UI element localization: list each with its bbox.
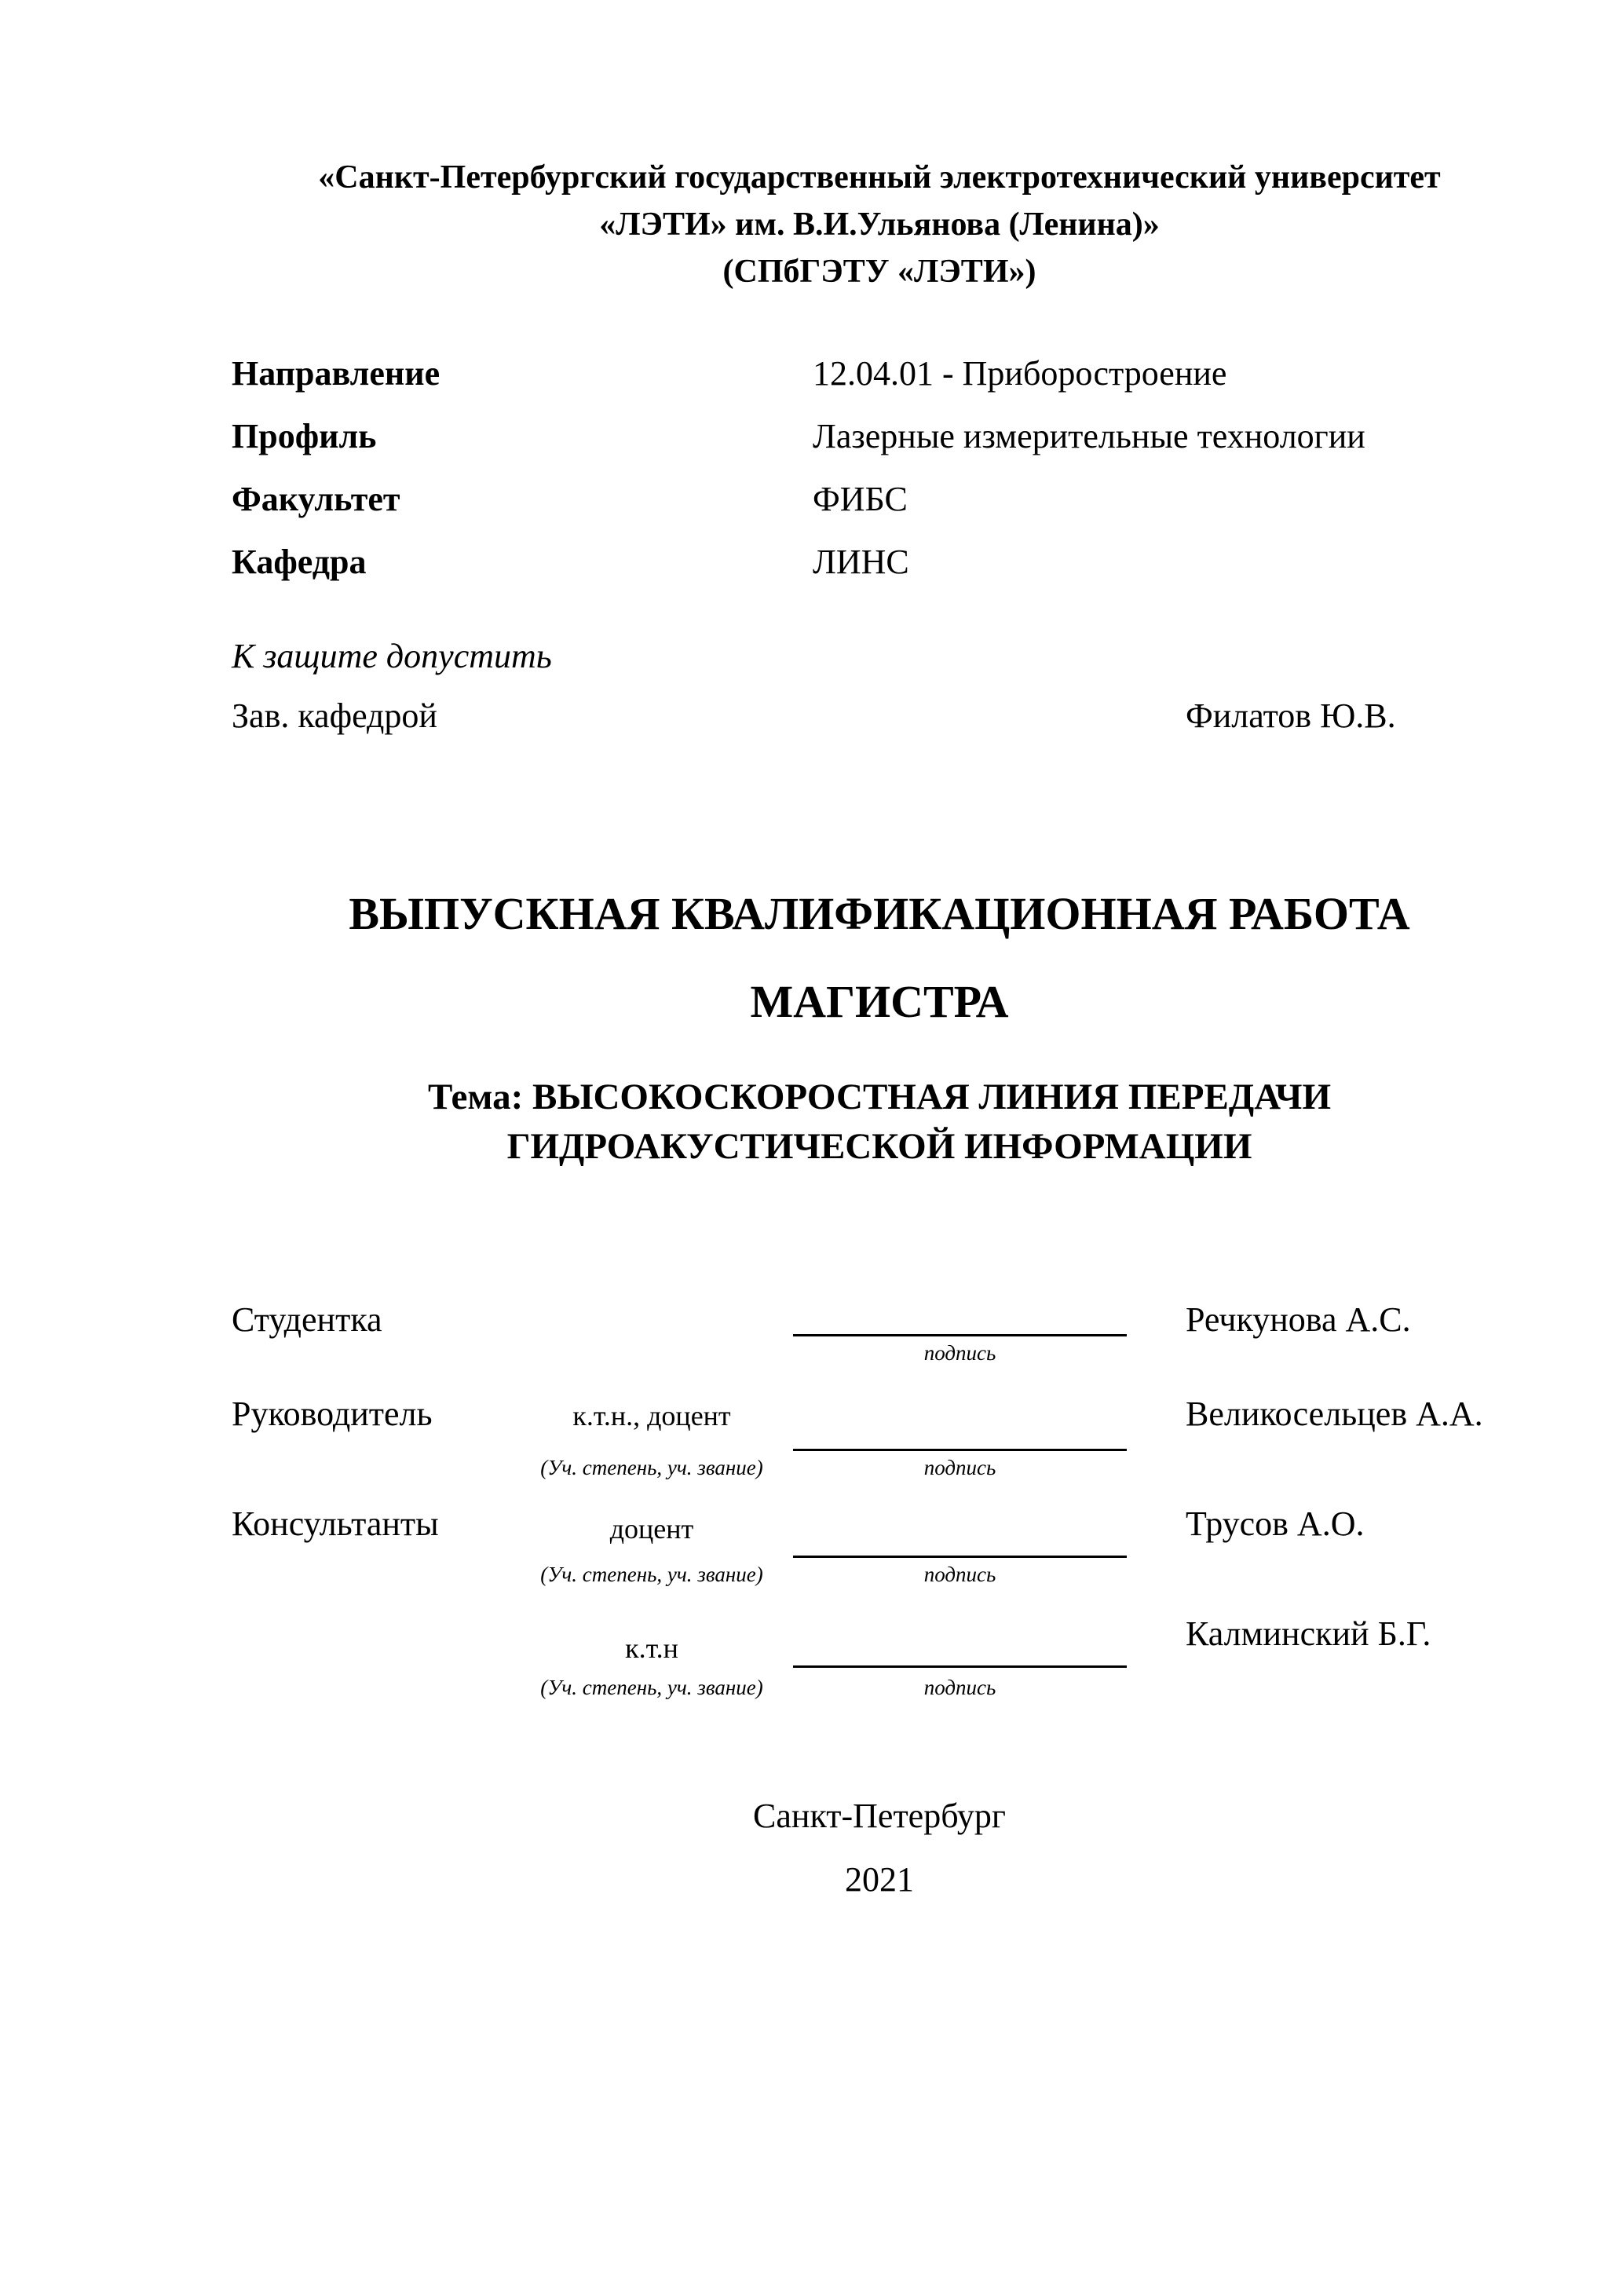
supervisor-degree-caption: (Уч. степень, уч. звание) bbox=[540, 1456, 763, 1479]
signature-row-supervisor bbox=[232, 1394, 1527, 1496]
consultant2-degree: к.т.н bbox=[625, 1632, 678, 1664]
university-name-line1: «Санкт-Петербургский государственный электротехнический университет bbox=[318, 159, 1441, 196]
department-head-name: Филатов Ю.В. bbox=[1186, 696, 1396, 735]
field-row-faculty bbox=[232, 477, 1527, 525]
supervisor-name: Великосельцев А.А. bbox=[1186, 1395, 1483, 1433]
department-head-label: Зав. кафедрой bbox=[232, 696, 437, 735]
student-name: Речкунова А.С. bbox=[1186, 1300, 1411, 1339]
work-title-line2: МАГИСТРА bbox=[750, 976, 1009, 1027]
supervisor-role-label: Руководитель bbox=[232, 1395, 433, 1433]
university-header bbox=[232, 154, 1527, 295]
footer-city: Санкт-Петербург bbox=[753, 1797, 1006, 1835]
footer-year: 2021 bbox=[845, 1860, 914, 1899]
faculty-label: Факультет bbox=[232, 480, 400, 518]
faculty-value: ФИБС bbox=[813, 480, 908, 518]
consultant1-name: Трусов А.О. bbox=[1186, 1504, 1365, 1543]
signature-row-consultant-2 bbox=[232, 1614, 1527, 1716]
department-label: Кафедра bbox=[232, 543, 367, 581]
consultant2-signature-caption: подпись bbox=[923, 1676, 996, 1699]
page-content bbox=[232, 0, 1527, 2296]
signature-row-student bbox=[232, 1300, 1527, 1402]
supervisor-degree: к.т.н., доцент bbox=[572, 1400, 731, 1431]
profile-label: Профиль bbox=[232, 417, 377, 455]
student-signature-line bbox=[793, 1334, 1127, 1336]
consultant2-degree-caption: (Уч. степень, уч. звание) bbox=[540, 1676, 763, 1699]
consultants-role-label: Консультанты bbox=[232, 1504, 439, 1543]
university-abbreviation: (СПбГЭТУ «ЛЭТИ») bbox=[722, 254, 1036, 290]
consultant1-degree: доцент bbox=[609, 1513, 694, 1545]
consultant2-name: Калминский Б.Г. bbox=[1186, 1614, 1431, 1653]
direction-value: 12.04.01 - Приборостроение bbox=[813, 354, 1227, 393]
consultant2-signature-line bbox=[793, 1665, 1127, 1668]
profile-value: Лазерные измерительные технологии bbox=[813, 417, 1365, 455]
supervisor-signature-line bbox=[793, 1449, 1127, 1451]
department-value: ЛИНС bbox=[813, 543, 909, 581]
theme-title bbox=[232, 1073, 1527, 1172]
field-row-profile bbox=[232, 415, 1527, 462]
work-title-line1: ВЫПУСКНАЯ КВАЛИФИКАЦИОННАЯ РАБОТА bbox=[349, 888, 1410, 939]
consultant1-signature-line bbox=[793, 1556, 1127, 1558]
field-row-direction bbox=[232, 352, 1527, 399]
university-name-line2: «ЛЭТИ» им. В.И.Ульянова (Ленина)» bbox=[599, 207, 1160, 243]
field-row-department bbox=[232, 540, 1527, 587]
work-title bbox=[232, 870, 1527, 1046]
supervisor-signature-caption: подпись bbox=[923, 1456, 996, 1479]
theme-line2: ГИДРОАКУСТИЧЕСКОЙ ИНФОРМАЦИИ bbox=[506, 1126, 1252, 1167]
department-head-row bbox=[232, 694, 1527, 741]
consultant1-degree-caption: (Уч. степень, уч. звание) bbox=[540, 1563, 763, 1586]
admission-permit-line: К защите допустить bbox=[232, 637, 552, 675]
student-role-label: Студентка bbox=[232, 1300, 382, 1339]
direction-label: Направление bbox=[232, 354, 440, 393]
student-signature-caption: подпись bbox=[923, 1341, 996, 1365]
consultant1-signature-caption: подпись bbox=[923, 1563, 996, 1586]
signature-row-consultant-1 bbox=[232, 1504, 1527, 1606]
theme-line1: Тема: ВЫСОКОСКОРОСТНАЯ ЛИНИЯ ПЕРЕДАЧИ bbox=[427, 1077, 1332, 1117]
